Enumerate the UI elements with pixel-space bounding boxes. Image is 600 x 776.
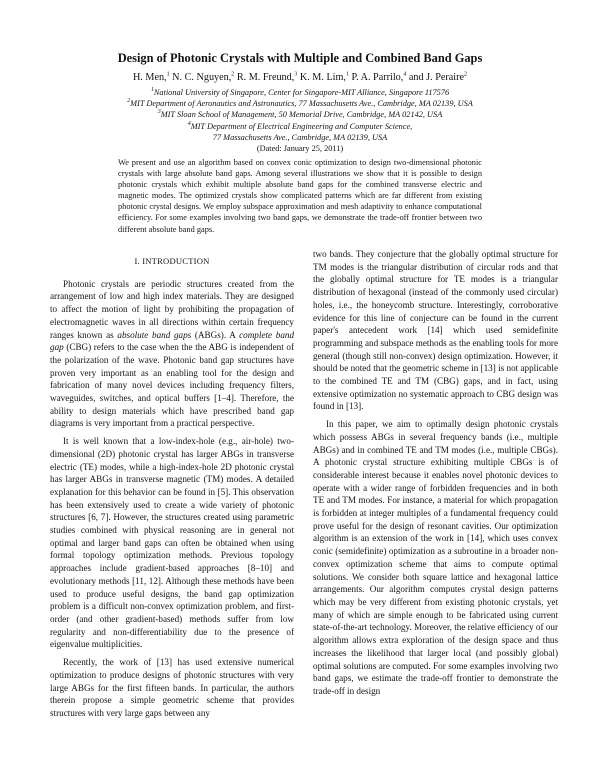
affiliation: $^1$National University of Singapore, Center for Singapore-MIT Alliance, Singapore 117576 <box>150 87 450 97</box>
author: R. M. Freund,$^3$ <box>236 71 298 83</box>
author: P. A. Parrilo,$^4$ <box>351 71 407 83</box>
author: N. C. Nguyen,$^2$ <box>172 71 235 83</box>
author: and J. Peraire$^2$ <box>408 71 468 83</box>
author-list <box>0 72 600 83</box>
section-heading: I. INTRODUCTION <box>134 256 210 266</box>
paragraph: Recently, the work of [13] has used extensive numerical optimization to produce designs of photonic structures with very large ABGs for the first fifteen bands. In particular, the authors therein propose a simple geometric scheme that provides structures with very large gaps between any <box>50 657 294 718</box>
paragraph: In this paper, we aim to optimally design photonic crystals which possess ABGs in several frequency bands (i.e., multiple ABGs) and in combined TE and TM modes (i.e., multiple CBGs). A photonic crystal structure exhibiting multiple CBGs is of considerable interest because it enables novel photonic devices to operate with a wider range of forbidden frequencies and in both TE and TM modes. For instance, a material for which propagation is forbidden at integer multiples of a fundamental frequency could prove useful for the design of resonant cavities. Our optimization algorithm is an extension of the work in [14], which uses convex conic (semidefinite) optimization as a subroutine in a broader non-convex optimization scheme that aims to compute optimal solutions. We consider both square lattice and hexagonal lattice arrangements. Our algorithm computes crystal design patterns which may be very different from existing photonic crystals, yet many of which are simple enough to be fabricated using current state-of-the-art technology. Moreover, the relative efficiency of our algorithm allows extra exploration of the design space and thus increases the likelihood that larger local (and possibly global) optimal solutions are computed. For some examples involving two band gaps, we estimate the trade-off frontier to demonstrate the trade-off in design <box>313 419 558 696</box>
left-column <box>50 248 294 725</box>
paper-title: Design of Photonic Crystals with Multiple and Combined Band Gaps <box>117 51 483 65</box>
affiliations <box>0 87 600 154</box>
paragraph: Photonic crystals are periodic structures created from the arrangement of low and high index materials. They are designed to affect the motion of light by prohibiting the propagation of electromagnetic waves in all directions within certain frequency ranges known as absolute band gaps (ABGs). A complete band gap (CBG) refers to the case when the the ABG is independent of the polarization of the wave. Photonic band gap structures have proven very important as an enabling tool for the design and fabrication of many novel devices including frequency filters, waveguides, switches, and optical buffers [1–4]. Therefore, the ability to design materials which have prescribed band gap diagrams is very important from a practical perspective. <box>50 278 295 429</box>
paragraph: It is well known that a low-index-hole (e.g., air-hole) two-dimensional (2D) photonic crystal has larger ABGs in transverse electric (TE) modes, while a high-index-hole 2D photonic crystal has larger ABGs in transverse magnetic (TM) modes. A detailed explanation for this behavior can be found in [5]. This observation has been extensively used to create a wide variety of photonic structures [6, 7]. However, the structures created using parametric studies combined with physical reasoning are in general not optimal and larger band gaps can often be obtained when using formal topology optimization methods. Previous topology approaches include gradient-based approaches [8–10] and evolutionary methods [11, 12]. Although these methods have been used to produce useful designs, the band gap optimization problem is a difficult non-convex optimization problem, and first-order (and other gradient-based) methods suffer from low regularity and non-differentiability due to the presence of eigenvalue multiplicities. <box>50 436 294 650</box>
affiliation: $^2$MIT Department of Aeronautics and Astronautics, 77 Massachusetts Ave., Cambridge, MA 02139, USA <box>127 98 473 109</box>
abstract: We present and use an algorithm based on convex conic optimization to design two-dimensional photonic crystals with large absolute band gaps. Among several illustrations we show that it is possible to design photonic crystals which exhibit multiple absolute band gaps for the combined transverse electric and magnetic modes. The optimized crystals show complicated patterns which are far different from existing photonic crystal designs. We employ subspace approximation and mesh adaptivity to enhance computational efficiency. For some examples involving two band gaps, we demonstrate the trade-off frontier between two different absolute band gaps. <box>118 158 482 234</box>
right-column <box>313 248 558 703</box>
paragraph: two bands. They conjecture that the globally optimal structure for TM modes is the triangular distribution of circular rods and that the globally optimal structure for TE modes is a triangular distribution of hexagonal (instead of the commonly used circular) holes, i.e., the honeycomb structure. Interestingly, corroborative evidence for this line of conjecture can be found in the current paper's antecedent work [14] which used semidefinite programming and subspace methods as the enabling tools for more general (though still non-convex) design optimization. However, it should be noted that the geometric scheme in [13] is not applicable to the combined TE and TM (CBG) gaps, and in fact, using extensive optimization no systematic approach to CBG design was found in [13]. <box>313 249 558 412</box>
affiliation: $^3$MIT Sloan School of Management, 50 Memorial Drive, Cambridge, MA 02142, USA <box>157 109 443 120</box>
dated-line: (Dated: January 25, 2011) <box>256 144 344 154</box>
author: H. Men,$^1$ <box>132 71 170 83</box>
affiliation: $^4$MIT Department of Electrical Engineering and Computer Science, <box>187 120 413 131</box>
affiliation: 77 Massachusetts Ave., Cambridge, MA 02139, USA <box>212 132 388 142</box>
author: K. M. Lim,$^1$ <box>299 71 349 83</box>
